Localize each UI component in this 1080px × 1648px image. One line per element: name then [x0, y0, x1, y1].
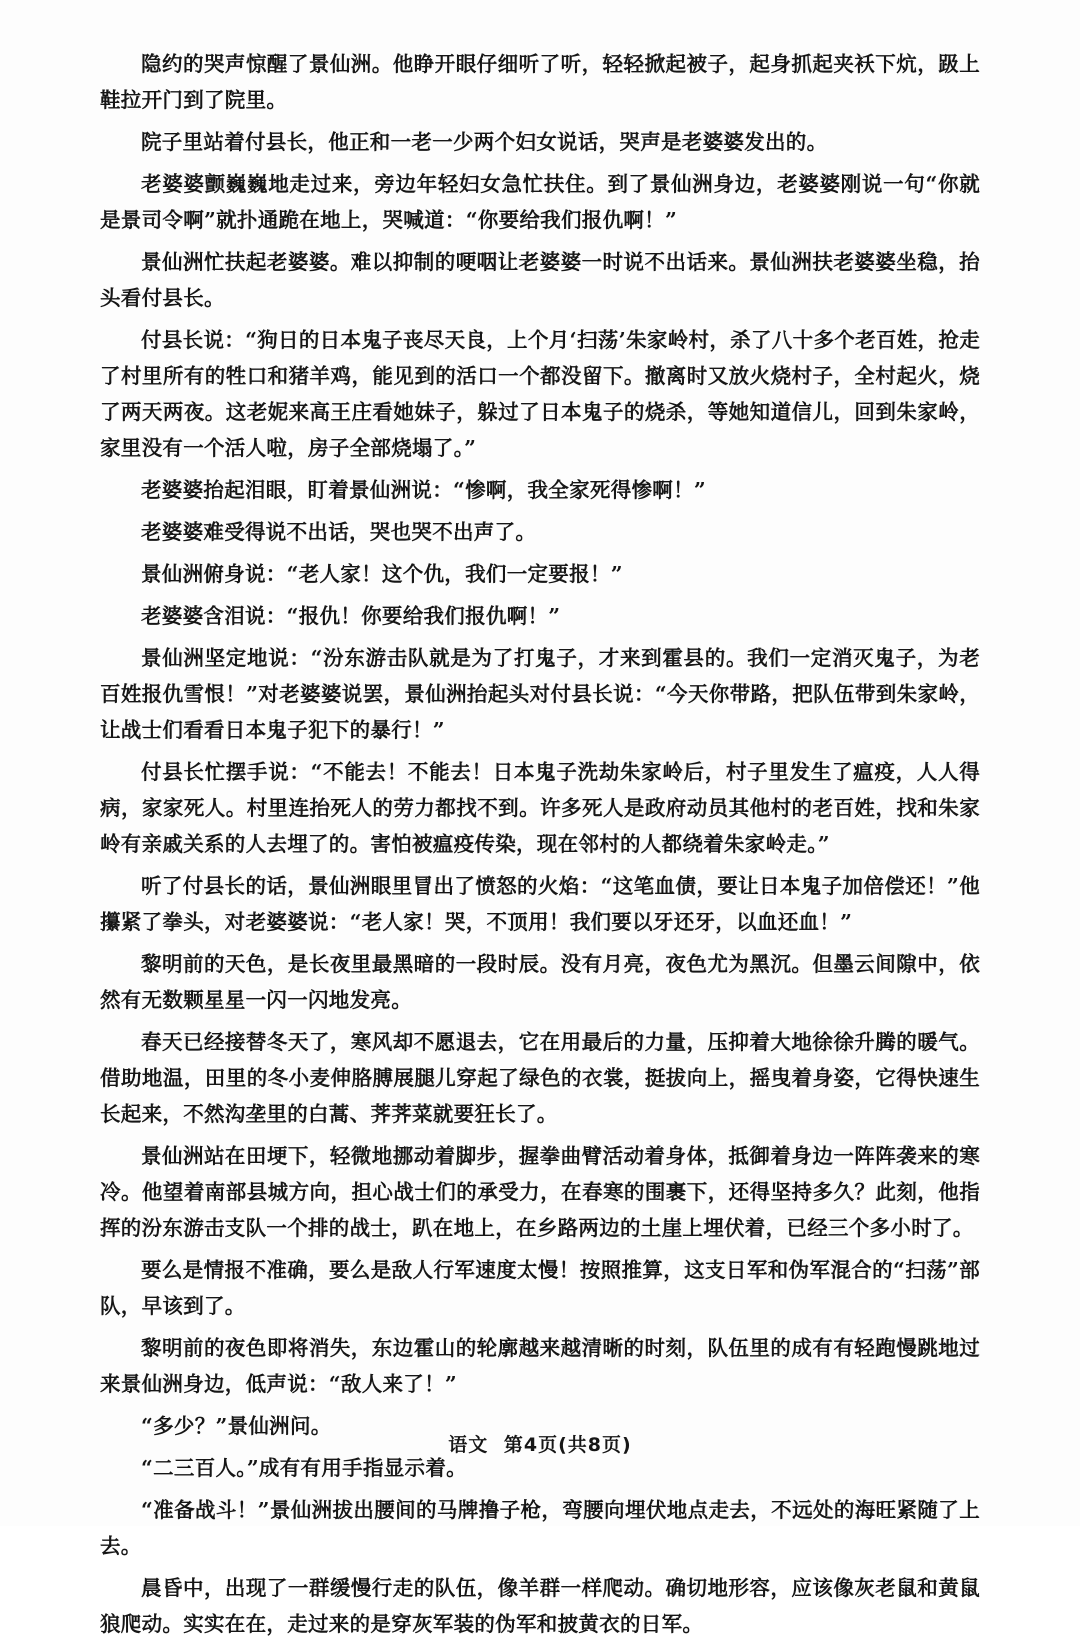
paragraph: 景仙洲站在田埂下，轻微地挪动着脚步，握拳曲臂活动着身体，抵御着身边一阵阵袭来的寒冷。他望着南部县城方向，担心战士们的承受力，在春寒的围裹下，还得坚持多久？此刻，他指挥的汾东游击支队一个排的战士，趴在地上，在乡路两边的土崖上埋伏着，已经三个多小时了。: [100, 1144, 980, 1240]
paragraph: 黎明前的天色，是长夜里最黑暗的一段时辰。没有月亮，夜色尤为黑沉。但墨云间隙中，依然有无数颗星星一闪一闪地发亮。: [100, 952, 980, 1012]
paragraph: 老婆婆含泪说：“报仇！你要给我们报仇啊！”: [141, 604, 561, 628]
footer-page-number: 第4页(共8页): [503, 1434, 632, 1456]
page-footer: [0, 1430, 1080, 1457]
paragraph: 隐约的哭声惊醒了景仙洲。他睁开眼仔细听了听，轻轻掀起被子，起身抓起夹袄下炕，趿上鞋拉开门到了院里。: [100, 52, 980, 112]
paragraph: 老婆婆颤巍巍地走过来，旁边年轻妇女急忙扶住。到了景仙洲身边，老婆婆刚说一句“你就是景司令啊”就扑通跪在地上，哭喊道：“你要给我们报仇啊！”: [100, 172, 980, 232]
paragraph: 景仙洲坚定地说：“汾东游击队就是为了打鬼子，才来到霍县的。我们一定消灭鬼子，为老百姓报仇雪恨！”对老婆婆说罢，景仙洲抬起头对付县长说：“今天你带路，把队伍带到朱家岭，让战士们看看日本鬼子犯下的暴行！”: [100, 646, 980, 742]
paragraph: “准备战斗！”景仙洲拔出腰间的马牌撸子枪，弯腰向埋伏地点走去，不远处的海旺紧随了上去。: [100, 1498, 980, 1558]
passage-body: [100, 46, 980, 1648]
paragraph: 晨昏中，出现了一群缓慢行走的队伍，像羊群一样爬动。确切地形容，应该像灰老鼠和黄鼠狼爬动。实实在在，走过来的是穿灰军装的伪军和披黄衣的日军。: [100, 1576, 980, 1636]
paragraph: 老婆婆难受得说不出话，哭也哭不出声了。: [141, 520, 537, 544]
paragraph: “二三百人。”成有有用手指显示着。: [141, 1456, 467, 1480]
paragraph: 景仙洲俯身说：“老人家！这个仇，我们一定要报！”: [141, 562, 623, 586]
paragraph: 黎明前的夜色即将消失，东边霍山的轮廓越来越清晰的时刻，队伍里的成有有轻跑慢跳地过来景仙洲身边，低声说：“敌人来了！”: [100, 1336, 980, 1396]
paragraph: 付县长说：“狗日的日本鬼子丧尽天良，上个月‘扫荡’朱家岭村，杀了八十多个老百姓，抢走了村里所有的牲口和猪羊鸡，能见到的活口一个都没留下。撤离时又放火烧村子，全村起火，烧了两天两夜。这老妮来高王庄看她妹子，躲过了日本鬼子的烧杀，等她知道信儿，回到朱家岭，家里没有一个活人啦，房子全部烧塌了。”: [100, 328, 980, 460]
footer-subject: 语文: [448, 1434, 489, 1456]
paragraph: “多少？”景仙洲问。: [141, 1414, 332, 1438]
paragraph: 老婆婆抬起泪眼，盯着景仙洲说：“惨啊，我全家死得惨啊！”: [141, 478, 706, 502]
paragraph: 要么是情报不准确，要么是敌人行军速度太慢！按照推算，这支日军和伪军混合的“扫荡”部队，早该到了。: [100, 1258, 980, 1318]
paragraph: 院子里站着付县长，他正和一老一少两个妇女说话，哭声是老婆婆发出的。: [141, 130, 828, 154]
paragraph: 春天已经接替冬天了，寒风却不愿退去，它在用最后的力量，压抑着大地徐徐升腾的暖气。借助地温，田里的冬小麦伸胳膊展腿儿穿起了绿色的衣裳，挺拔向上，摇曳着身姿，它得快速生长起来，不然沟垄里的白蒿、荠荠菜就要狂长了。: [100, 1030, 980, 1126]
paragraph: 听了付县长的话，景仙洲眼里冒出了愤怒的火焰：“这笔血债，要让日本鬼子加倍偿还！”他攥紧了拳头，对老婆婆说：“老人家！哭，不顶用！我们要以牙还牙，以血还血！”: [100, 874, 980, 934]
paragraph: 付县长忙摆手说：“不能去！不能去！日本鬼子洗劫朱家岭后，村子里发生了瘟疫，人人得病，家家死人。村里连抬死人的劳力都找不到。许多死人是政府动员其他村的老百姓，找和朱家岭有亲戚关系的人去埋了的。害怕被瘟疫传染，现在邻村的人都绕着朱家岭走。”: [100, 760, 980, 856]
paragraph: 景仙洲忙扶起老婆婆。难以抑制的哽咽让老婆婆一时说不出话来。景仙洲扶老婆婆坐稳，抬头看付县长。: [100, 250, 980, 310]
